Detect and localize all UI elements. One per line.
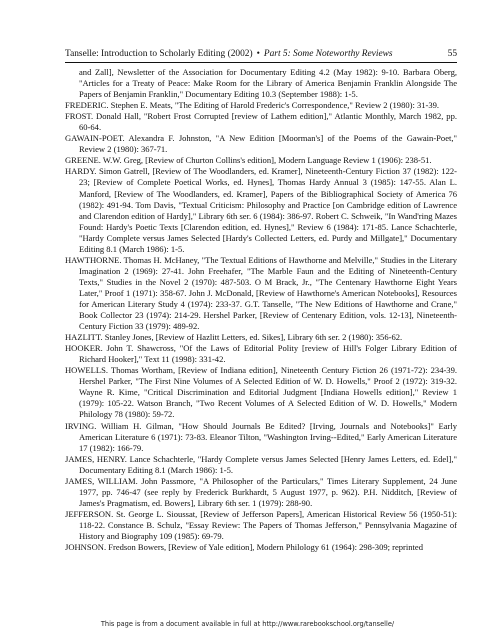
page-number: 55 — [447, 49, 457, 59]
bibliography-entry: FREDERIC. Stephen E. Meats, "The Editing of Harold Frederic's Correspondence," Review 2 (1980): 31-39. — [65, 100, 440, 111]
running-header-left — [65, 48, 393, 60]
bibliography-entry: JEFFERSON. St. George L. Sioussat, [Review of Jefferson Papers], American Historical Review 56 (1950-51): 118-22. Constance B. Schulz, "Essay Review: The Papers of Thomas Jefferson," Pennsylvania Magazine of History and Biography 109 (1985): 69-79. — [65, 508, 457, 541]
bibliography-entry: HAZLITT. Stanley Jones, [Review of Hazlitt Letters, ed. Sikes], Library 6th ser. 2 (1980): 356-62. — [65, 332, 403, 343]
header-separator: • — [256, 49, 260, 59]
bibliography-entry: HOOKER. John T. Shawcross, "Of the Laws of Editorial Polity [review of Hill's Folger Library Edition of Richard Hooker]," Text 11 (1998): 331-42. — [65, 343, 457, 365]
bibliography-entry: HARDY. Simon Gatrell, [Review of The Woodlanders, ed. Kramer], Nineteenth-Century Fiction 37 (1982): 122-23; [Review of Complete Poetical Works, ed. Hynes], Thomas Hardy Annual 3 (1985): 147-55. Alan L. Manford, [Review of The Woodlanders, ed. Kramer], Papers of the Bibliographical Society of America 76 (1982): 491-94. Tom Davis, "Textual Criticism: Philosophy and Practice [on Cambridge edition of Lawrence and Clarendon edition of Hardy]," Library 6th ser. 6 (1984): 386-97. Robert C. Schweik, "In Wand'ring Mazes Found: Hardy's Poetic Texts [Clarendon edition, ed. Hynes]," Review 6 (1984): 171-85. Lance Schachterle, "Hardy Complete versus James Selected [Hardy's Collected Letters, ed. Purdy and Millgate]," Documentary Editing 8.1 (March 1986): 1-5. — [65, 166, 457, 254]
running-header — [65, 48, 457, 60]
bibliography-entry: JAMES, WILLIAM. John Passmore, "A Philosopher of the Particulars," Times Literary Supplement, 24 June 1977, pp. 746-47 (see reply by Frederick Burkhardt, 5 August 1977, p. 962). P.H. Nidditch, [Review of James's Pragmatism, ed. Bowers], Library 6th ser. 1 (1979): 288-90. — [65, 475, 457, 508]
book-title: Tanselle: Introduction to Scholarly Editing (2002) — [65, 49, 253, 59]
bibliography-entry: GREENE. W.W. Greg, [Review of Churton Collins's edition], Modern Language Review 1 (1906): 238-51. — [65, 155, 432, 166]
bibliography-entry: HAWTHORNE. Thomas H. McHaney, "The Textual Editions of Hawthorne and Melville," Studies in the Literary Imagination 2 (1969): 27-41. John Freehafer, "The Marble Faun and the Editing of Nineteenth-Century Texts," Studies in the Novel 2 (1970): 487-503. O M Brack, Jr., "The Centenary Hawthorne Eight Years Later," Proof 1 (1971): 358-67. John J. McDonald, [Review of Hawthorne's American Notebooks], Resources for American Literary Study 4 (1974): 233-37. G.T. Tanselle, "The New Editions of Hawthorne and Crane," Book Collector 23 (1974): 214-29. Hershel Parker, [Review of Centenary Edition, vols. 12-13], Nineteenth-Century Fiction 33 (1979): 489-92. — [65, 254, 457, 332]
bibliography-entry: JAMES, HENRY. Lance Schachterle, "Hardy Complete versus James Selected [Henry James Letters, ed. Edel]," Documentary Editing 8.1 (March 1986): 1-5. — [65, 453, 457, 475]
bibliography-body — [65, 67, 457, 613]
part-title: Part 5: Some Noteworthy Reviews — [263, 49, 393, 59]
bibliography-entry: and Zall], Newsletter of the Association for Documentary Editing 4.2 (May 1982): 9-10. Barbara Oberg, "Articles for a Treaty of Peace: Make Room for the Library of America Benjamin Franklin Alongside The Papers of Benjamin Franklin," Documentary Editing 10.3 (September 1988): 1-5. — [79, 67, 457, 100]
bibliography-entry: FROST. Donald Hall, "Robert Frost Corrupted [review of Lathem edition]," Atlantic Monthly, March 1982, pp. 60-64. — [65, 111, 457, 133]
source-notice: This page is from a document available in full at http://www.rarebookschool.org/tanselle/ — [100, 620, 395, 628]
bibliography-entry: GAWAIN-POET. Alexandra F. Johnston, "A New Edition [Moorman's] of the Poems of the Gawain-Poet," Review 2 (1980): 367-71. — [65, 133, 457, 155]
bibliography-entry: JOHNSON. Fredson Bowers, [Review of Yale edition], Modern Philology 61 (1964): 298-309; reprinted — [65, 542, 423, 553]
bibliography-entry: HOWELLS. Thomas Wortham, [Review of Indiana edition], Nineteenth Century Fiction 26 (1971-72): 234-39. Hershel Parker, "The First Nine Volumes of A Selected Edition of W. D. Howells," Proof 2 (1972): 319-32. Wayne R. Kime, "Critical Discrimination and Editorial Judgment [Indiana Howells edition]," Review 1 (1979): 105-22. Watson Branch, "Two Recent Volumes of A Selected Edition of W. D. Howells," Modern Philology 78 (1980): 59-72. — [65, 365, 457, 420]
bibliography-entry: IRVING. William H. Gilman, "How Should Journals Be Edited? [Irving, Journals and Notebooks]" Early American Literature 6 (1971): 73-83. Eleanor Tilton, "Washington Irving--Edited," Early American Literature 17 (1982): 166-79. — [65, 420, 457, 453]
header-rule — [65, 62, 457, 63]
